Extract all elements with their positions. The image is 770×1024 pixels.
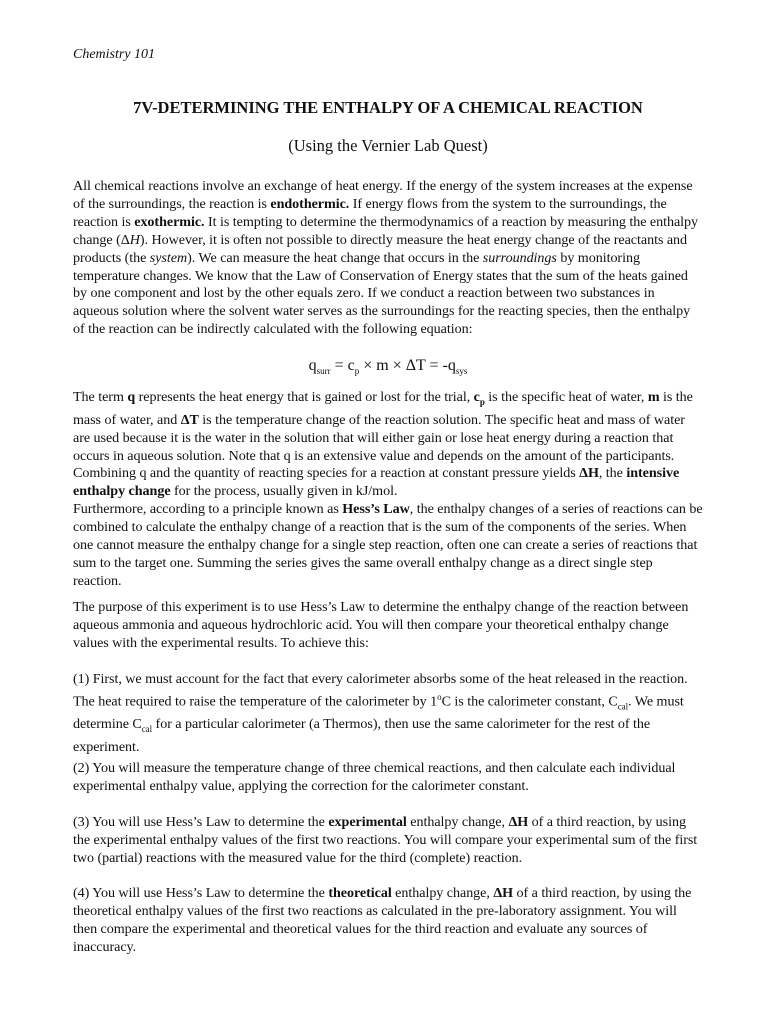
hess-law-paragraph: Furthermore, according to a principle known as Hess’s Law, the enthalpy changes of a series of reactions can be combined to calculate the enthalpy change of a reaction that is the sum of the components of the series. When one cannot measure the enthalpy change for a single step reaction, often one can create a series of reactions that sum to the target one. Summing the series gives the same overall enthalpy change as a direct single step reaction. xyxy=(73,501,703,589)
page-title: 7V-DETERMINING THE ENTHALPY OF A CHEMICAL REACTION xyxy=(133,98,643,117)
endothermic-term: endothermic. xyxy=(270,195,350,212)
intro-paragraph: All chemical reactions involve an exchange of heat energy. If the energy of the system increases at the expense of the surroundings, the reaction is endothermic. If energy flows from the system to the surroundings, the reaction is exothermic. It is tempting to determine the thermodynamics of a reaction by measuring the enthalpy change (ΔH). However, it is often not possible to directly measure the heat energy change of the reactants and products (the system). We can measure the heat change that occurs in the surroundings by monitoring temperature changes. We know that the Law of Conservation of Energy states that the sum of the heats gained by one component and lost by the other equals zero. If we conduct a reaction between two substances in aqueous solution where the solvent water serves as the surroundings for the reacting species, then the enthalpy of the reaction can be indirectly calculated with the following equation: xyxy=(73,178,699,338)
course-header: Chemistry 101 xyxy=(73,47,156,62)
heat-equation: $q_{surr} = c_p \times m \times \Delta T = -q_{sys}$ xyxy=(308,357,468,377)
hess-law-term: Hess’s Law xyxy=(342,501,410,517)
terms-paragraph: The term q represents the heat energy that is gained or lost for the trial, $c_p$ is the specific heat of water, m is the mass of water, and ΔT is the temperature change of the reaction solution. The specific heat and mass of water are used because it is the water in the solution that will either gain or lose heat energy during a reaction that occurs in aqueous solution. Note that q is an extensive value and depends on the amount of the participants. Combining q and the quantity of reacting species for a reaction at constant pressure yields ΔH, the intensive enthalpy change for the process, usually given in kJ/mol. xyxy=(73,389,693,500)
step-2-paragraph: (2) You will measure the temperature change of three chemical reactions, and then calculate each individual experimental enthalpy value, applying the correction for the calorimeter constant. xyxy=(73,760,676,794)
step-3-paragraph: (3) You will use Hess’s Law to determine the experimental enthalpy change, ΔH of a third reaction, by using the experimental enthalpy values of the first two reactions. You will compare your experimental sum of the first two (partial) reactions with the measured value for the third (complete) reaction. xyxy=(73,814,698,866)
step-1-paragraph: (1) First, we must account for the fact that every calorimeter absorbs some of the heat released in the reaction. The heat required to raise the temperature of the calorimeter by 1$^o$C is the calorimeter constant, $C_{cal}$. We must determine $C_{cal}$ for a particular calorimeter (a Thermos), then use the same calorimeter for the rest of the experiment. xyxy=(73,671,688,756)
page-subtitle: (Using the Vernier Lab Quest) xyxy=(288,136,488,155)
intensive-enthalpy-term: intensive enthalpy change xyxy=(73,465,680,500)
exothermic-term: exothermic. xyxy=(134,213,205,230)
purpose-paragraph: The purpose of this experiment is to use Hess’s Law to determine the enthalpy change of the reaction between aqueous ammonia and aqueous hydrochloric acid. You will then compare your theoretical enthalpy change values with the experimental results. To achieve this: xyxy=(73,599,689,651)
step-4-paragraph: (4) You will use Hess’s Law to determine the theoretical enthalpy change, ΔH of a third reaction, by using the theoretical enthalpy values of the first two reactions as calculated in the pre-laboratory assignment. You will then compare the experimental and theoretical values for the third reaction and evaluate any sources of inaccuracy. xyxy=(73,885,692,955)
